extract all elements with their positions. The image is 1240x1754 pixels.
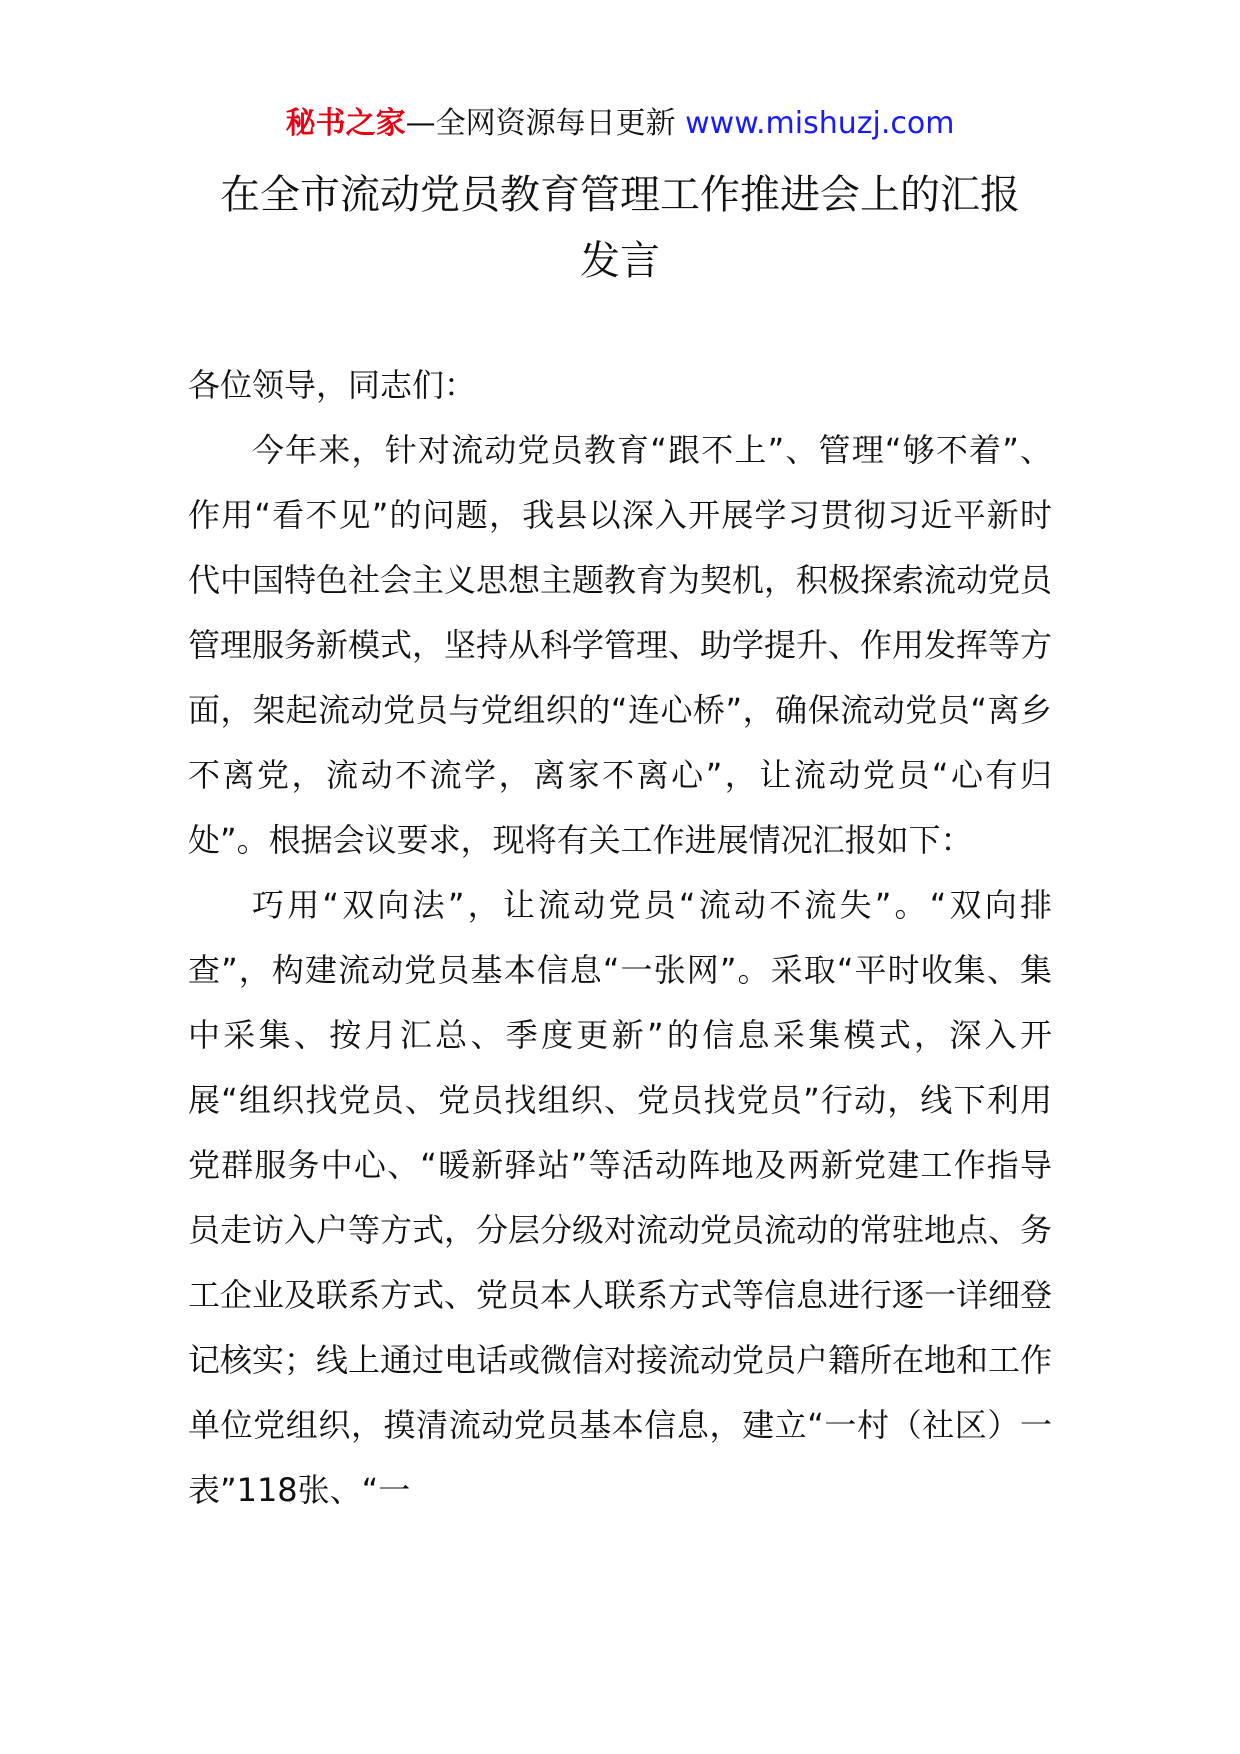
document-title (140, 162, 1100, 294)
title-line-2: 发言 (580, 238, 660, 284)
site-slogan: —全网资源每日更新 (405, 106, 676, 141)
site-url[interactable]: www.mishuzj.com (685, 106, 955, 141)
paragraph-section-one: 巧用“双向法”，让流动党员“流动不流失”。“双向排查”，构建流动党员基本信息“一张网”。采取“平时收集、集中采集、按月汇总、季度更新”的信息采集模式，深入开展“组织找党员、党员找组织、党员找党员”行动，线下利用党群服务中心、“暖新驿站”等活动阵地及两新党建工作指导员走访入户等方式，分层分级对流动党员流动的常驻地点、务工企业及联系方式、党员本人联系方式等信息进行逐一详细登记核实；线上通过电话或微信对接流动党员户籍所在地和工作单位党组织，摸清流动党员基本信息，建立“一村（社区）一表”118张、“一 (188, 886, 1053, 1509)
paragraph-introduction: 今年来，针对流动党员教育“跟不上”、管理“够不着”、作用“看不见”的问题，我县以深入开展学习贯彻习近平新时代中国特色社会主义思想主题教育为契机，积极探索流动党员管理服务新模式，坚持从科学管理、助学提升、作用发挥等方面，架起流动党员与党组织的“连心桥”，确保流动党员“离乡不离党，流动不流学，离家不离心”，让流动党员“心有归处”。根据会议要求，现将有关工作进展情况汇报如下： (188, 431, 1053, 859)
document-body (188, 353, 1052, 1523)
brand-name: 秘书之家 (285, 106, 406, 141)
site-header (0, 102, 1240, 146)
salutation: 各位领导，同志们： (188, 366, 477, 404)
title-line-1: 在全市流动党员教育管理工作推进会上的汇报 (220, 172, 1020, 218)
